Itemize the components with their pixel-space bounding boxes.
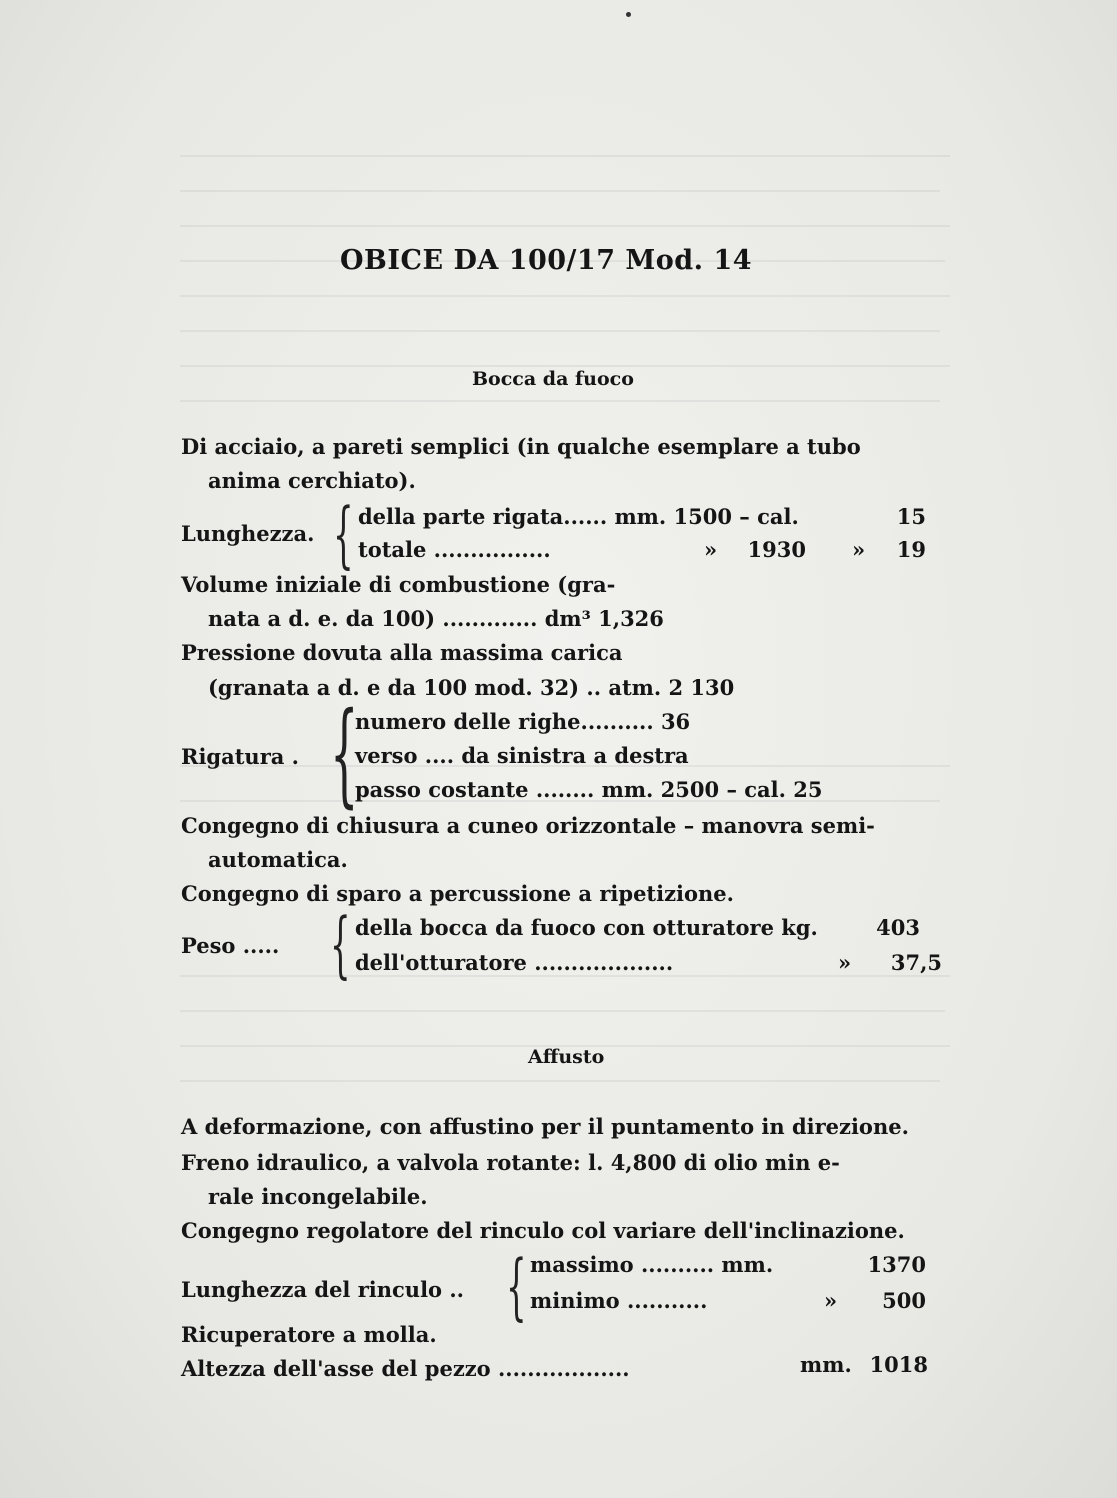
ricuperatore-line: Ricuperatore a molla. [181, 1322, 437, 1347]
rinculo-row-1-value: 1370 [867, 1252, 926, 1277]
ink-speck [626, 12, 631, 17]
lunghezza-row-2-value: 19 [896, 537, 926, 562]
pressione-line-2: (granata a d. e da 100 mod. 32) .. atm. 2 130 [208, 675, 735, 700]
lunghezza-row-1: della parte rigata...... mm. 1500 – cal. [358, 504, 799, 529]
peso-row-2-value: 37,5 [890, 950, 942, 975]
rigatura-row-3: passo costante ........ mm. 2500 – cal. 25 [355, 777, 823, 802]
brace-rigatura: { [330, 689, 359, 819]
material-line-2: anima cerchiato). [208, 468, 416, 493]
rinculo-row-2-ditto: » [824, 1288, 838, 1313]
freno-line-1: Freno idraulico, a valvola rotante: l. 4,800 di olio min e- [181, 1150, 840, 1175]
lunghezza-row-2-ditto-2: » [852, 537, 866, 562]
rinculo-row-1: massimo .......... mm. [530, 1252, 774, 1277]
lunghezza-label: Lunghezza. [181, 521, 315, 546]
lunghezza-row-2-ditto: » [704, 537, 718, 562]
rinculo-row-2: minimo ........... [530, 1288, 708, 1313]
altezza-unit: mm. [800, 1352, 852, 1377]
volume-line-1: Volume iniziale di combustione (gra- [181, 572, 616, 597]
brace-peso: { [330, 902, 351, 986]
rigatura-row-1: numero delle righe.......... 36 [355, 709, 691, 734]
peso-label: Peso ..... [181, 933, 280, 958]
lunghezza-row-2-num: 1930 [747, 537, 806, 562]
volume-line-2: nata a d. e. da 100) ............. dm³ 1,326 [208, 606, 664, 631]
rigatura-label: Rigatura . [181, 744, 299, 769]
chiusura-line-1: Congegno di chiusura a cuneo orizzontale – manovra semi- [181, 813, 875, 838]
pressione-line-1: Pressione dovuta alla massima carica [181, 640, 623, 665]
page-title: OBICE DA 100/17 Mod. 14 [340, 245, 753, 276]
peso-row-2-ditto: » [838, 950, 852, 975]
rigatura-row-2: verso .... da sinistra a destra [355, 743, 689, 768]
deformazione-line: A deformazione, con affustino per il puntamento in direzione. [181, 1114, 909, 1139]
brace-lunghezza: { [333, 492, 354, 576]
altezza-line: Altezza dell'asse del pezzo .................. [181, 1356, 630, 1381]
section-heading-bocca: Bocca da fuoco [472, 368, 634, 390]
rinculo-row-2-value: 500 [882, 1288, 926, 1313]
chiusura-line-2: automatica. [208, 847, 348, 872]
peso-row-1-value: 403 [876, 915, 920, 940]
lunghezza-row-1-value: 15 [896, 504, 926, 529]
rinculo-label: Lunghezza del rinculo .. [181, 1277, 464, 1302]
brace-rinculo: { [506, 1244, 527, 1328]
material-line-1: Di acciaio, a pareti semplici (in qualche esemplare a tubo [181, 434, 861, 459]
peso-row-2: dell'otturatore ................... [355, 950, 674, 975]
section-heading-affusto: Affusto [528, 1046, 605, 1068]
sparo-line: Congegno di sparo a percussione a ripetizione. [181, 881, 734, 906]
altezza-value: 1018 [869, 1352, 928, 1377]
freno-line-2: rale incongelabile. [208, 1184, 428, 1209]
regolatore-line: Congegno regolatore del rinculo col variare dell'inclinazione. [181, 1218, 905, 1243]
lunghezza-row-2: totale ................ [358, 537, 551, 562]
peso-row-1: della bocca da fuoco con otturatore kg. [355, 915, 818, 940]
